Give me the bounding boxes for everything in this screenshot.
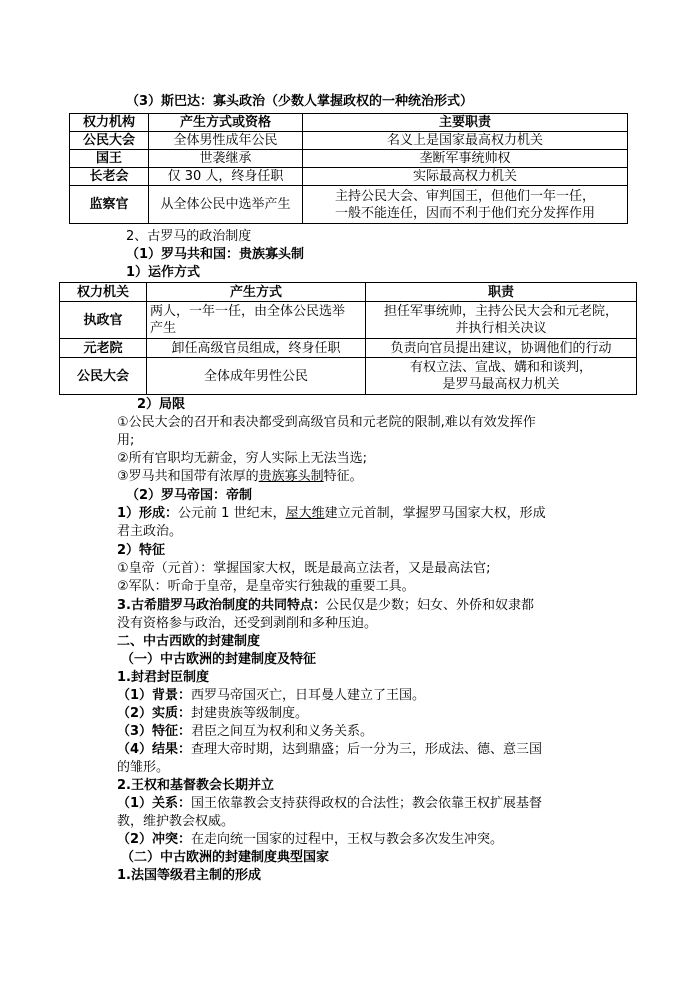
- limit-3-pre: ③罗马共和国带有浓厚的: [117, 469, 259, 484]
- table-cell: 国王: [70, 150, 149, 168]
- feudal-essence: [117, 705, 308, 723]
- church-relation-text: 国王依靠教会支持获得政权的合法性；教会依靠王权扩展基督: [191, 796, 543, 811]
- table-cell: 执政官: [60, 302, 147, 339]
- feudal-essence-text: 封建贵族等级制度。: [191, 706, 309, 721]
- church-conflict: [117, 831, 503, 849]
- table-cell: 公民大会: [70, 132, 149, 150]
- empire-heading: （2）罗马帝国：帝制: [126, 488, 253, 503]
- table-cell: [366, 358, 637, 395]
- feudal-result-label: （4）结果：: [117, 742, 192, 757]
- table-row: [70, 132, 628, 150]
- table-row: [70, 168, 628, 186]
- table-cell: 仅 30 人，终身任职: [149, 168, 303, 186]
- sparta-heading: （3）斯巴达：寡头政治（少数人掌握政权的一种统治形式）: [126, 94, 474, 109]
- rome-table: [59, 282, 637, 395]
- table-cell: 名义上是国家最高权力机关: [303, 132, 628, 150]
- table-cell: 公民大会: [60, 358, 147, 395]
- rome-col-org: 权力机关: [60, 283, 147, 302]
- table-row: [60, 302, 637, 339]
- trait-2: ②军队：听命于皇帝，是皇帝实行独裁的重要工具。: [117, 579, 415, 594]
- table-cell: 从全体公民中选举产生: [149, 186, 303, 224]
- table-cell: 垄断军事统帅权: [303, 150, 628, 168]
- formation-post: 建立元首制，掌握罗马国家大权，形成: [324, 506, 546, 521]
- france-title: 1.法国等级君主制的形成: [117, 868, 261, 883]
- formation-line: [117, 505, 546, 523]
- church-relation-cont: 教，维护教会权威。: [117, 814, 235, 829]
- feudal-title: 1.封君封臣制度: [117, 670, 209, 685]
- feudal-essence-label: （2）实质：: [117, 706, 192, 721]
- church-conflict-text: 在走向统一国家的过程中，王权与教会多次发生冲突。: [191, 832, 504, 847]
- feudal-result-text: 查理大帝时期，达到鼎盛；后一分为三，形成法、德、意三国: [191, 742, 543, 757]
- common-text-a: 公民仅是少数；妇女、外侨和奴隶都: [325, 598, 534, 613]
- section-2-heading: 二、中古西欧的封建制度: [117, 634, 261, 649]
- formation-person: 屋大维: [285, 506, 325, 521]
- subsection-2-heading: （二）中古欧洲的封建制度典型国家: [121, 850, 330, 865]
- feudal-background: [117, 687, 425, 705]
- cell-line: 产生: [150, 321, 177, 336]
- table-row: [60, 339, 637, 358]
- limit-1b: 用;: [117, 433, 135, 448]
- cell-line: 一般不能连任，因而不利于他们充分发挥作用: [334, 205, 595, 221]
- cell-line: 有权立法、宣战、媾和和谈判，: [409, 360, 592, 375]
- limit-1a: ①公民大会的召开和表决都受到高级官员和元老院的限制,难以有效发挥作: [117, 415, 536, 430]
- operation-heading: 1）运作方式: [126, 265, 201, 280]
- feudal-result-cont: 的雏形。: [117, 760, 170, 775]
- table-row: [70, 150, 628, 168]
- feudal-background-label: （1）背景：: [117, 688, 192, 703]
- table-cell: 全体成年男性公民: [147, 358, 366, 395]
- common-label: 3.古希腊罗马政治制度的共同特点：: [117, 598, 326, 613]
- subsection-1-heading: （一）中古欧洲的封建制度及特征: [121, 652, 317, 667]
- cell-line: 是罗马最高权力机关: [442, 377, 560, 392]
- table-row: [60, 358, 637, 395]
- common-features: [117, 597, 534, 615]
- limit-2: ②所有官职均无薪金，穷人实际上无法当选;: [117, 451, 368, 466]
- table-row: [70, 186, 628, 224]
- church-conflict-label: （2）冲突：: [117, 832, 192, 847]
- cell-line: 主持公民大会、审判国王，但他们一年一任，: [334, 188, 595, 204]
- table-cell: 长老会: [70, 168, 149, 186]
- feudal-feature-text: 君臣之间互为权利和义务关系。: [191, 724, 374, 739]
- table-cell: 卸任高级官员组成，终身任职: [147, 339, 366, 358]
- table-cell: 实际最高权力机关: [303, 168, 628, 186]
- rome-heading: 2、古罗马的政治制度: [126, 229, 252, 244]
- limits-heading: 2）局限: [137, 397, 186, 412]
- feudal-feature: [117, 723, 373, 741]
- table-cell: 监察官: [70, 186, 149, 224]
- republic-heading: （1）罗马共和国：贵族寡头制: [126, 247, 305, 262]
- table-cell: [147, 302, 366, 339]
- cell-line: 并执行相关决议: [455, 321, 547, 336]
- table-cell: 世袭继承: [149, 150, 303, 168]
- feudal-result: [117, 741, 542, 759]
- formation-pre: 公元前 1 世纪末，: [178, 506, 286, 521]
- church-relation: [117, 795, 542, 813]
- common-text-b: 没有资格参与政治，还受到剥削和多种压迫。: [117, 616, 378, 631]
- table-cell: 元老院: [60, 339, 147, 358]
- formation-line-2: 君主政治。: [117, 524, 183, 539]
- limit-3-term: 贵族寡头制: [258, 469, 324, 484]
- formation-label: 1）形成：: [117, 506, 179, 521]
- trait-1: ①皇帝（元首）：掌握国家大权，既是最高立法者，又是最高法官;: [117, 561, 491, 576]
- limit-3-post: 特征。: [323, 469, 363, 484]
- table-cell: 全体男性成年公民: [149, 132, 303, 150]
- cell-line: 担任军事统帅，主持公民大会和元老院，: [383, 304, 618, 319]
- feudal-feature-label: （3）特征：: [117, 724, 192, 739]
- church-relation-label: （1）关系：: [117, 796, 192, 811]
- table-cell: [303, 186, 628, 224]
- traits-heading: 2）特征: [117, 543, 166, 558]
- table-cell: [366, 302, 637, 339]
- sparta-table: [69, 113, 628, 224]
- rome-col-duty: 职责: [366, 283, 637, 302]
- rome-col-method: 产生方式: [147, 283, 366, 302]
- church-title: 2.王权和基督教会长期并立: [117, 778, 274, 793]
- table-cell: 负责向官员提出建议，协调他们的行动: [366, 339, 637, 358]
- cell-line: 两人，一年一任，由全体公民选举: [150, 304, 346, 319]
- sparta-col-org: 权力机构: [70, 114, 149, 132]
- sparta-col-duty: 主要职责: [303, 114, 628, 132]
- limit-3: [117, 468, 363, 486]
- feudal-background-text: 西罗马帝国灭亡，日耳曼人建立了王国。: [191, 688, 426, 703]
- sparta-col-method: 产生方式或资格: [149, 114, 303, 132]
